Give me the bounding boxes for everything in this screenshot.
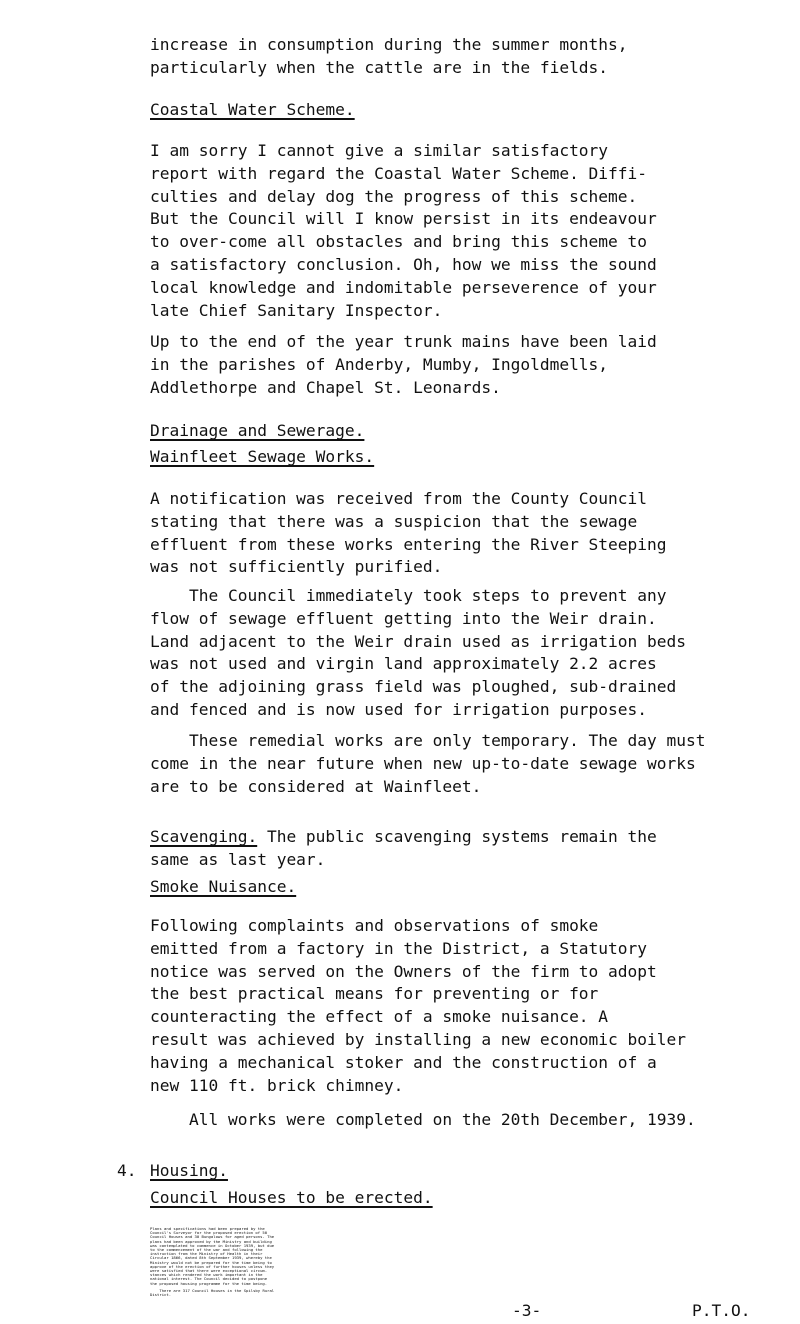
wainfleet-subheading: Wainfleet Sewage Works. — [150, 447, 375, 466]
works-completed-paragraph: All works were completed on the 20th December, 1939. — [150, 1110, 696, 1129]
coastal-water-heading: Coastal Water Scheme. — [150, 100, 355, 119]
housing-plans-paragraph: Plans and specifications had been prepared by the Council's Surveyor for the proposed erection of 50 Council Houses and 30 Bungalows for aged persons. The plans had been approved by the Ministry and building was contemplated to commence in October 1939, but due to the commencement of the war and following the instruction from the Ministry of Health in their Circular 1866, dated 8th September 1939, whereby the Ministry would not be prepared for the time being to approve of the erection of further houses unless they were satisfied that there were exceptional circum- stances which rendered the work important in the national interest. The Council decided to postpone the proposed housing programme for the time being. — [150, 1226, 275, 1286]
remedial-steps-paragraph: The Council immediately took steps to prevent any flow of sewage effluent getting into the Weir drain. Land adjacent to the Weir drain used as irrigation beds was not used and virgin land approximately 2.2 acres of the adjoining grass field was ploughed, sub-drained and fenced and is now used for irrigation purposes. — [150, 586, 687, 719]
council-houses-subheading: Council Houses to be erected. — [150, 1188, 433, 1207]
please-turn-over: P.T.O. — [692, 1301, 751, 1320]
scavenging-heading: Scavenging. — [150, 827, 258, 846]
page-number: -3- — [512, 1301, 542, 1320]
smoke-nuisance-heading: Smoke Nuisance. — [150, 877, 297, 896]
drainage-heading: Drainage and Sewerage. — [150, 421, 365, 440]
temporary-works-paragraph: These remedial works are only temporary. The day must come in the near future when new up-to-date sewage works are to be considered at Wainfleet. — [150, 731, 706, 796]
coastal-water-paragraph: I am sorry I cannot give a similar satisfactory report with regard the Coastal Water Scheme. Diffi- culties and delay dog the progress of this scheme. But the Council will I know persist in its endeavour to over-come all obstacles and bring this scheme to a satisfactory conclusion. Oh, how we miss the sound local knowledge and indomitable perseverence of your late Chief Sanitary Inspector. — [150, 141, 657, 320]
section-number: 4. — [117, 1161, 137, 1180]
scavenging-text: The public scavenging systems remain the same as last year. — [150, 827, 657, 869]
council-houses-count-paragraph: There are 317 Council Houses in the Spilsby Rural District. — [150, 1288, 275, 1298]
notification-paragraph: A notification was received from the County Council stating that there was a suspicion that the sewage effluent from these works entering the River Steeping was not sufficiently purified. — [150, 489, 667, 577]
smoke-complaints-paragraph: Following complaints and observations of smoke emitted from a factory in the District, a Statutory notice was served on the Owners of the firm to adopt the best practical means for preventing or for counteracting the effect of a smoke nuisance. A result was achieved by installing a new economic boiler having a mechanical stoker and the construction of a new 110 ft. brick chimney. — [150, 916, 687, 1095]
trunk-mains-paragraph: Up to the end of the year trunk mains have been laid in the parishes of Anderby, Mumby, Ingoldmells, Addlethorpe and Chapel St. Leonards. — [150, 332, 657, 397]
scavenging-paragraph — [150, 826, 780, 872]
housing-heading: Housing. — [150, 1161, 228, 1180]
intro-paragraph: increase in consumption during the summer months, particularly when the cattle are in the fields. — [150, 35, 628, 77]
